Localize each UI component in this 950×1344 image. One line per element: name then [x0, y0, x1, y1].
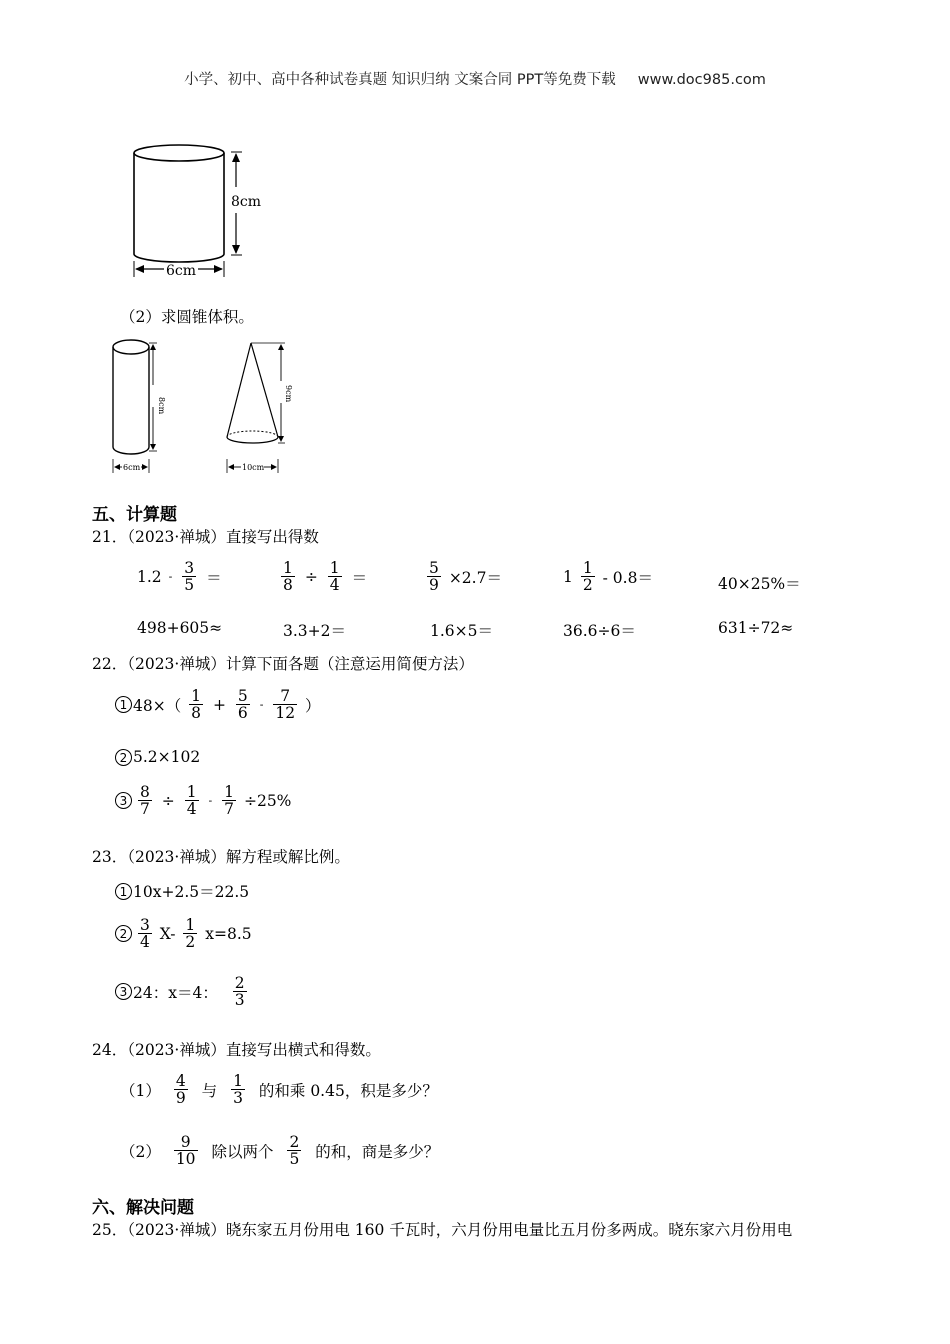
q21-item-g: 3.3+2＝ [283, 622, 346, 640]
q23-item-3: 3 24：x＝4： $\frac{2}{3}$ [115, 975, 250, 1009]
q21-item-h: 1.6×5＝ [430, 622, 493, 640]
q22-item-2: 2 5.2×102 [115, 747, 200, 766]
small-cylinder-height-label: 8cm [157, 397, 166, 415]
section-5-title: 五、计算题 [92, 505, 177, 525]
fraction: $\frac{2}{5}$ [289, 1133, 300, 1169]
fraction: $\frac{7}{12}$ [275, 687, 296, 723]
q23-item-1: 1 10x+2.5＝22.5 [115, 880, 249, 902]
cone-height-label: 9cm [284, 385, 293, 403]
q21-item-i: 36.6÷6＝ [563, 622, 636, 640]
fraction: $\frac{1}{4}$ [329, 559, 340, 595]
fraction: $\frac{1}{2}$ [185, 916, 196, 952]
fraction: $\frac{1}{8}$ [283, 559, 293, 595]
cylinder-height-label: 8cm [231, 194, 262, 210]
small-cylinder-width-label: 6cm [123, 463, 141, 472]
q21-item-c: $\frac{5}{9}$ ×2.7＝ [429, 559, 502, 595]
circled-number: 3 [115, 983, 132, 1000]
q22-stem: 22．（2023·禅城）计算下面各题（注意运用简便方法） [92, 655, 474, 673]
fraction: $\frac{1}{8}$ [191, 687, 202, 723]
q21-item-d: 1 $\frac{1}{2}$ - 0.8＝ [563, 559, 653, 595]
fraction: $\frac{3}{4}$ [139, 916, 150, 952]
q23-item-2: 2 $\frac{3}{4}$ X- $\frac{1}{2}$ x=8.5 [115, 917, 252, 951]
cylinder-width-label: 6cm [166, 263, 197, 279]
fraction: $\frac{1}{2}$ [582, 559, 593, 595]
q21-item-a: 1.2 - $\frac{3}{5}$ ＝ [137, 559, 222, 595]
q21-item-b: $\frac{1}{8}$ ÷ $\frac{1}{4}$ ＝ [283, 559, 368, 595]
section-6-title: 六、解决问题 [92, 1198, 194, 1218]
circled-number: 2 [115, 925, 132, 942]
q21-item-f: 498+605≈ [137, 619, 223, 637]
circled-number: 1 [115, 696, 132, 713]
circled-number: 1 [115, 883, 132, 900]
q21-item-j: 631÷72≈ [718, 619, 794, 637]
cone-width-label: 10cm [242, 463, 265, 472]
q21-stem: 21．（2023·禅城）直接写出得数 [92, 528, 319, 546]
cylinder-cone-figure [105, 333, 305, 483]
circled-number: 3 [115, 792, 132, 809]
cylinder-figure [120, 135, 280, 285]
header-text: 小学、初中、高中各种试卷真题 知识归纳 文案合同 PPT等免费下载 [184, 72, 616, 88]
q24-item-2: （2） $\frac{9}{10}$ 除以两个 $\frac{2}{5}$ 的和，商是多少？ [120, 1133, 440, 1169]
fraction: $\frac{1}{3}$ [233, 1072, 243, 1108]
q22-item-3: 3 $\frac{8}{7}$ ÷ $\frac{1}{4}$ - $\frac{1}{7}$ ÷25% [115, 784, 291, 818]
fraction: $\frac{2}{3}$ [234, 974, 245, 1010]
q22-item-1: 1 48×（ $\frac{1}{8}$ + $\frac{5}{6}$ - $\frac{7}{12}$ ） [115, 688, 321, 722]
q24-item-1: （1） $\frac{4}{9}$ 与 $\frac{1}{3}$ 的和乘 0.45，积是多少？ [120, 1072, 438, 1108]
q24-stem: 24．（2023·禅城）直接写出横式和得数。 [92, 1041, 381, 1059]
fraction: $\frac{5}{6}$ [237, 687, 248, 723]
fraction: $\frac{4}{9}$ [175, 1072, 186, 1108]
q25-text: 25．（2023·禅城）晓东家五月份用电 160 千瓦时，六月份用电量比五月份多两成。晓东家六月份用电 [92, 1221, 793, 1239]
fraction: $\frac{9}{10}$ [175, 1133, 196, 1169]
q21-item-e: 40×25%＝ [718, 575, 801, 593]
fraction: $\frac{5}{9}$ [429, 559, 439, 595]
fraction: $\frac{3}{5}$ [184, 559, 195, 595]
sub-question-2: （2）求圆锥体积。 [120, 308, 254, 326]
header-url: www.doc985.com [637, 72, 766, 88]
q23-stem: 23．（2023·禅城）解方程或解比例。 [92, 848, 350, 866]
fraction: $\frac{1}{4}$ [186, 783, 197, 819]
page-header [0, 68, 950, 89]
fraction: $\frac{8}{7}$ [139, 783, 150, 819]
fraction: $\frac{1}{7}$ [224, 783, 235, 819]
circled-number: 2 [115, 749, 132, 766]
